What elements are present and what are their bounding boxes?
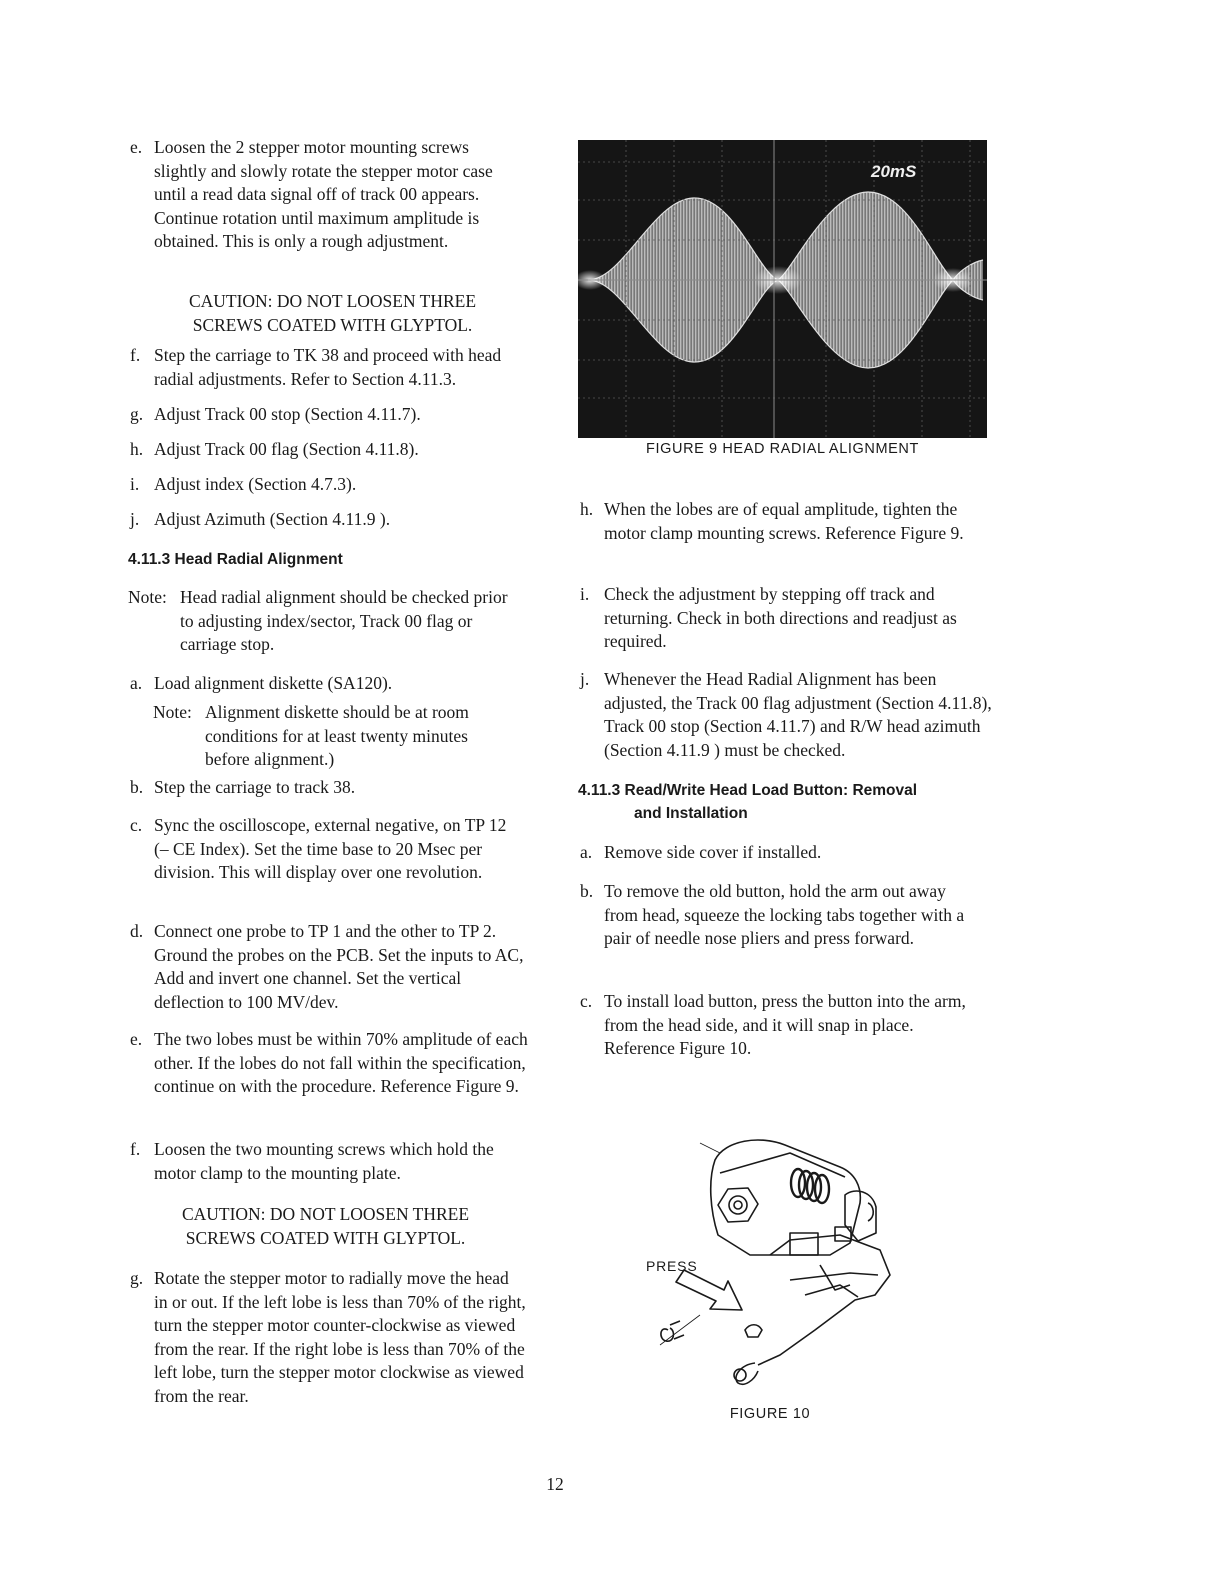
caution-glyptol-2: CAUTION: DO NOT LOOSEN THREE SCREWS COATED WITH GLYPTOL.: [181, 1204, 470, 1248]
figure-9-oscilloscope-photo: [578, 140, 987, 438]
step-f-loosen-mounting-screws: f. Loosen the two mounting screws which hold the motor clamp to the mounting plate.: [130, 1139, 494, 1183]
step-e-lobes-amplitude: e. The two lobes must be within 70% amplitude of each other. If the lobes do not fall within the specification, continue on with the procedure. Reference Figure 9.: [130, 1029, 528, 1096]
step-c-install-load-button: c. To install load button, press the button into the arm, from the head side, and it will snap in place. Reference Figure 10.: [580, 991, 966, 1058]
step-g-rotate-stepper: g. Rotate the stepper motor to radially move the head in or out. If the left lobe is less than 70% of the right, turn the stepper motor counter-clockwise as viewed from the rear. If the right lobe is less than 70% of the left lobe, turn the stepper motor clockwise as viewed from the rear.: [130, 1268, 526, 1406]
step-c-sync-oscilloscope: c. Sync the oscilloscope, external negative, on TP 12 (– CE Index). Set the time base to 20 Msec per division. This will display over one revolution.: [130, 815, 507, 882]
step-f-carriage-tk38: f. Step the carriage to TK 38 and proceed with head radial adjustments. Refer to Section 4.11.3.: [130, 345, 502, 389]
step-b-remove-old-button: b. To remove the old button, hold the arm out away from head, squeeze the locking tabs together with a pair of needle nose pliers and press forward.: [580, 881, 965, 948]
figure-9-caption: FIGURE 9 HEAD RADIAL ALIGNMENT: [646, 441, 919, 457]
figure-10-caption: FIGURE 10: [729, 1406, 811, 1422]
section-heading-load-button: 4.11.3 Read/Write Head Load Button: Removal and Installation: [578, 782, 918, 822]
page-number: 12: [546, 1474, 564, 1494]
step-h-tighten-clamp: h. When the lobes are of equal amplitude, tighten the motor clamp mounting screws. Reference Figure 9.: [580, 499, 964, 543]
note-check-radial-alignment: Note: Head radial alignment should be checked prior to adjusting index/sector, Track 00 flag or carriage stop.: [128, 587, 508, 654]
oscilloscope-trace-graphic: [578, 140, 987, 438]
caution-glyptol: CAUTION: DO NOT LOOSEN THREE SCREWS COATED WITH GLYPTOL.: [188, 291, 477, 335]
note-diskette-conditions: Note: Alignment diskette should be at room conditions for at least twenty minutes before alignment.): [153, 702, 469, 769]
step-e-stepper-screws: e. Loosen the 2 stepper motor mounting screws slightly and slowly rotate the stepper motor case until a read data signal off of track 00 appears. Continue rotation until maximum amplitude is obtained. This is only a rough adjustment.: [130, 137, 493, 251]
section-heading-head-radial-alignment: 4.11.3 Head Radial Alignment: [128, 551, 343, 568]
press-label: PRESS: [646, 1258, 698, 1274]
step-j-recheck-adjustments: j. Whenever the Head Radial Alignment has been adjusted, the Track 00 flag adjustment (Section 4.11.8), Track 00 stop (Section 4.11.7) and R/W head azimuth (Section 4.11.9 ) must be checked.: [580, 669, 992, 760]
scope-timebase-label: 20mS: [871, 162, 917, 181]
step-d-connect-probes: d. Connect one probe to TP 1 and the other to TP 2. Ground the probes on the PCB. Set the inputs to AC, Add and invert one channel. Set the vertical deflection to 100 MV/dev.: [130, 921, 524, 1012]
step-i-check-adjustment: i. Check the adjustment by stepping off track and returning. Check in both directions and readjust as required.: [580, 584, 957, 651]
